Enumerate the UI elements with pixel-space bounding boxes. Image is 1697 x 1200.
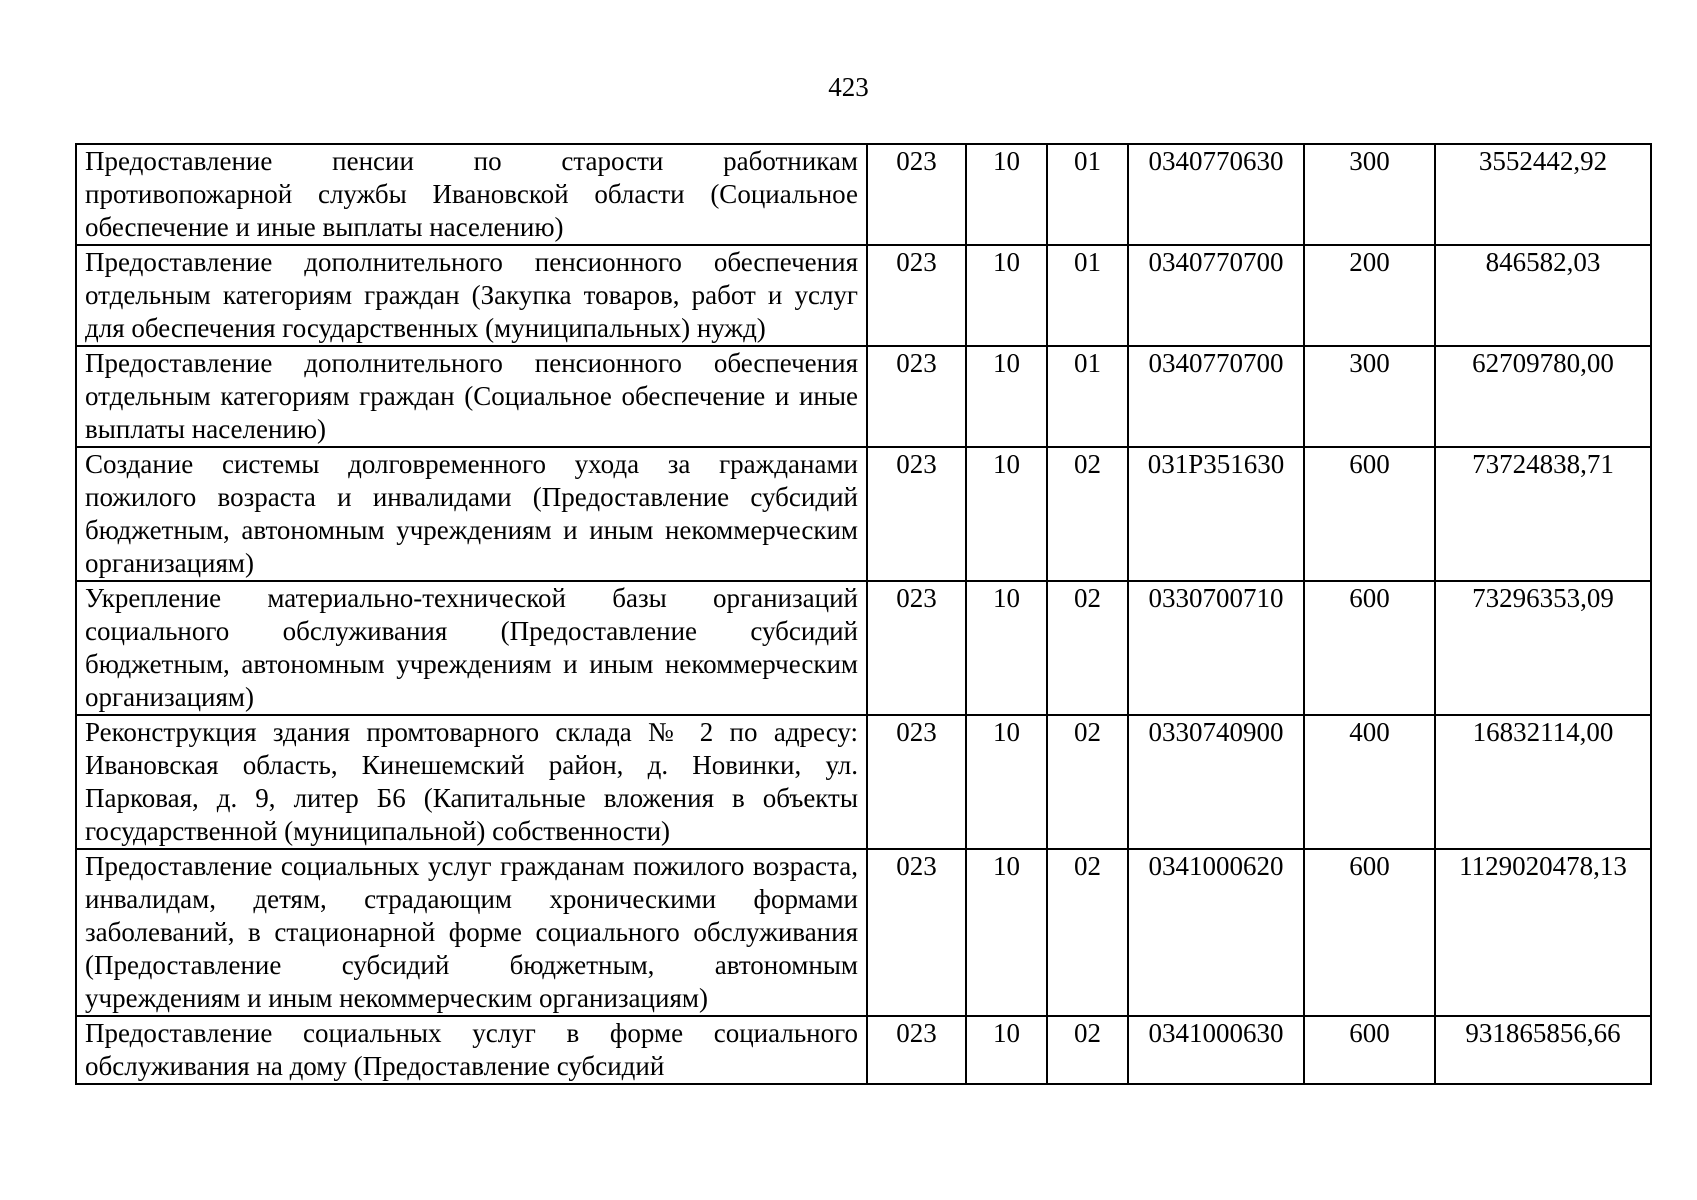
row-description: Укрепление материально-технической базы организаций социального обслуживания (Предоставление субсидий бюджетным, автономным учреждениям и иным некоммерческим организациям) [76, 581, 867, 715]
row-expense-type: 200 [1304, 245, 1435, 346]
row-target-article: 0341000620 [1128, 849, 1304, 1016]
row-amount: 1129020478,13 [1435, 849, 1651, 1016]
row-subsection-code: 02 [1047, 715, 1128, 849]
row-amount: 846582,03 [1435, 245, 1651, 346]
row-subsection-code: 02 [1047, 1016, 1128, 1084]
row-grbs-code: 023 [867, 581, 966, 715]
row-grbs-code: 023 [867, 245, 966, 346]
row-target-article: 0341000630 [1128, 1016, 1304, 1084]
row-amount: 16832114,00 [1435, 715, 1651, 849]
row-amount: 73296353,09 [1435, 581, 1651, 715]
row-section-code: 10 [966, 715, 1047, 849]
row-description: Предоставление дополнительного пенсионного обеспечения отдельным категориям граждан (Закупка товаров, работ и услуг для обеспечения государственных (муниципальных) нужд) [76, 245, 867, 346]
table-row [76, 1016, 1651, 1084]
table-row [76, 715, 1651, 849]
row-description: Предоставление социальных услуг в форме социального обслуживания на дому (Предоставление субсидий [76, 1016, 867, 1084]
row-grbs-code: 023 [867, 849, 966, 1016]
table-row [76, 144, 1651, 245]
table-row [76, 346, 1651, 447]
row-subsection-code: 01 [1047, 144, 1128, 245]
row-section-code: 10 [966, 849, 1047, 1016]
row-section-code: 10 [966, 245, 1047, 346]
row-grbs-code: 023 [867, 346, 966, 447]
row-expense-type: 400 [1304, 715, 1435, 849]
row-target-article: 0340770630 [1128, 144, 1304, 245]
row-expense-type: 600 [1304, 849, 1435, 1016]
row-subsection-code: 02 [1047, 447, 1128, 581]
row-expense-type: 600 [1304, 447, 1435, 581]
page-number: 423 [828, 72, 869, 102]
row-amount: 3552442,92 [1435, 144, 1651, 245]
row-target-article: 0330700710 [1128, 581, 1304, 715]
row-amount: 931865856,66 [1435, 1016, 1651, 1084]
row-target-article: 0340770700 [1128, 245, 1304, 346]
row-expense-type: 600 [1304, 1016, 1435, 1084]
row-grbs-code: 023 [867, 715, 966, 849]
row-description: Предоставление дополнительного пенсионного обеспечения отдельным категориям граждан (Социальное обеспечение и иные выплаты населению) [76, 346, 867, 447]
row-description: Реконструкция здания промтоварного склада № 2 по адресу: Ивановская область, Кинешемский район, д. Новинки, ул. Парковая, д. 9, литер Б6 (Капитальные вложения в объекты государственной (муниципальной) собственности) [76, 715, 867, 849]
row-target-article: 0340770700 [1128, 346, 1304, 447]
table-row [76, 849, 1651, 1016]
row-section-code: 10 [966, 581, 1047, 715]
row-description: Предоставление социальных услуг гражданам пожилого возраста, инвалидам, детям, страдающим хроническими формами заболеваний, в стационарной форме социального обслуживания (Предоставление субсидий бюджетным, автономным учреждениям и иным некоммерческим организациям) [76, 849, 867, 1016]
table-row [76, 245, 1651, 346]
row-description: Создание системы долговременного ухода за гражданами пожилого возраста и инвалидами (Предоставление субсидий бюджетным, автономным учреждениям и иным некоммерческим организациям) [76, 447, 867, 581]
budget-table [75, 143, 1652, 1085]
row-expense-type: 300 [1304, 144, 1435, 245]
table-row [76, 447, 1651, 581]
row-section-code: 10 [966, 346, 1047, 447]
table-row [76, 581, 1651, 715]
row-subsection-code: 02 [1047, 849, 1128, 1016]
row-description: Предоставление пенсии по старости работникам противопожарной службы Ивановской области (Социальное обеспечение и иные выплаты населению) [76, 144, 867, 245]
row-subsection-code: 01 [1047, 346, 1128, 447]
row-subsection-code: 02 [1047, 581, 1128, 715]
row-amount: 62709780,00 [1435, 346, 1651, 447]
row-target-article: 0330740900 [1128, 715, 1304, 849]
row-grbs-code: 023 [867, 1016, 966, 1084]
row-expense-type: 300 [1304, 346, 1435, 447]
row-target-article: 031P351630 [1128, 447, 1304, 581]
row-section-code: 10 [966, 144, 1047, 245]
row-amount: 73724838,71 [1435, 447, 1651, 581]
row-section-code: 10 [966, 447, 1047, 581]
row-grbs-code: 023 [867, 447, 966, 581]
row-grbs-code: 023 [867, 144, 966, 245]
row-subsection-code: 01 [1047, 245, 1128, 346]
row-section-code: 10 [966, 1016, 1047, 1084]
row-expense-type: 600 [1304, 581, 1435, 715]
